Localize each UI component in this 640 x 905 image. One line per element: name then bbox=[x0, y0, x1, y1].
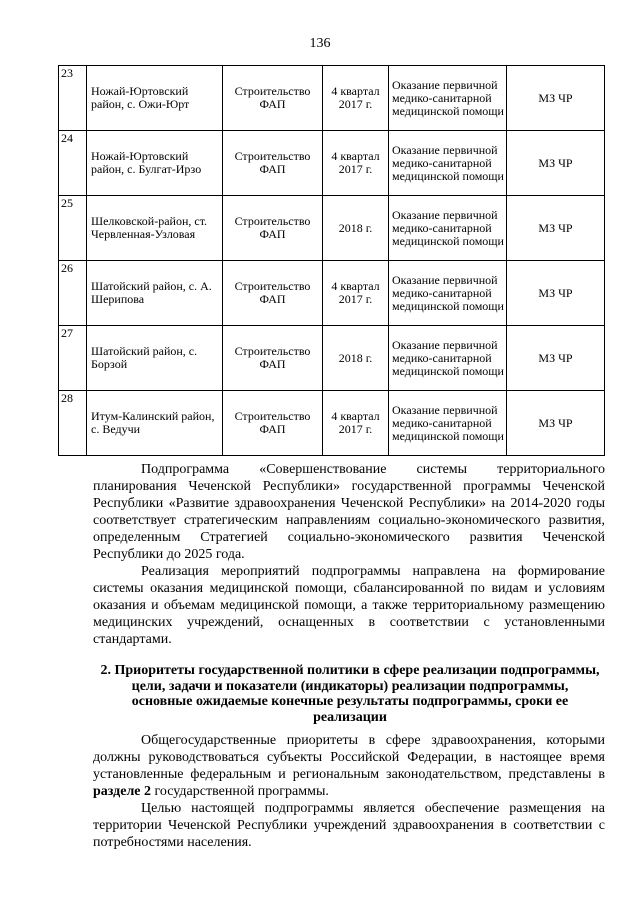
work-type-cell: Строительство ФАП bbox=[223, 131, 323, 196]
section-text bbox=[93, 732, 605, 851]
intro-text bbox=[93, 461, 605, 648]
table-row bbox=[59, 326, 605, 391]
goal-cell: Оказание первичной медико-санитарной медицинской помощи bbox=[389, 326, 507, 391]
paragraph-priorities: Общегосударственные приоритеты в сфере здравоохранения, которыми должны руководствоваться субъекты Российской Федерации, в настоящее время установленные федеральным и региональным законодательством, представлены в разделе 2 государственной программы. bbox=[93, 733, 605, 799]
facilities-table bbox=[58, 65, 605, 456]
term-cell: 4 квартал 2017 г. bbox=[323, 66, 389, 131]
term-cell: 4 квартал 2017 г. bbox=[323, 261, 389, 326]
responsible-cell: МЗ ЧР bbox=[507, 391, 605, 456]
paragraph-implementation: Реализация мероприятий подпрограммы направлена на формирование системы оказания медицинской помощи, сбалансированной по видам и условиям оказания и объемам медицинской помощи, а также территориальному размещению медицинских учреждений, оснащенных в соответствии с установленными стандартами. bbox=[93, 564, 605, 647]
work-type-cell: Строительство ФАП bbox=[223, 261, 323, 326]
goal-cell: Оказание первичной медико-санитарной медицинской помощи bbox=[389, 66, 507, 131]
term-cell: 2018 г. bbox=[323, 326, 389, 391]
paragraph-compliance: Подпрограмма «Совершенствование системы территориального планирования Чеченской Республики» государственной программы Чеченской Республики «Развитие здравоохранения Чеченской Республики» на 2014-2020 годы соответствует стратегическим направлениям социально-экономического развития, определенным Стратегией социально-экономического развития Чеченской Республики до 2025 года. bbox=[93, 462, 605, 562]
table-row bbox=[59, 196, 605, 261]
row-number: 27 bbox=[59, 326, 87, 391]
work-type-cell: Строительство ФАП bbox=[223, 391, 323, 456]
goal-cell: Оказание первичной медико-санитарной медицинской помощи bbox=[389, 391, 507, 456]
table-row bbox=[59, 131, 605, 196]
goal-cell: Оказание первичной медико-санитарной медицинской помощи bbox=[389, 196, 507, 261]
work-type-cell: Строительство ФАП bbox=[223, 326, 323, 391]
row-number: 24 bbox=[59, 131, 87, 196]
table-row bbox=[59, 261, 605, 326]
work-type-cell: Строительство ФАП bbox=[223, 66, 323, 131]
location-cell: Шелковской-район, ст. Червленная-Узловая bbox=[87, 196, 223, 261]
location-cell: Итум-Калинский район, с. Ведучи bbox=[87, 391, 223, 456]
responsible-cell: МЗ ЧР bbox=[507, 261, 605, 326]
location-cell: Ножай-Юртовский район, с. Ожи-Юрт bbox=[87, 66, 223, 131]
responsible-cell: МЗ ЧР bbox=[507, 131, 605, 196]
section-heading: 2. Приоритеты государственной политики в сфере реализации подпрограммы, цели, задачи и показатели (индикаторы) реализации подпрограммы, основные ожидаемые конечные результаты подпрограммы, сроки ее реализации bbox=[100, 663, 600, 725]
work-type-cell: Строительство ФАП bbox=[223, 196, 323, 261]
section-reference: разделе 2 bbox=[93, 784, 152, 799]
term-cell: 4 квартал 2017 г. bbox=[323, 131, 389, 196]
paragraph-goal: Целью настоящей подпрограммы является обеспечение размещения на территории Чеченской Республики учреждений здравоохранения в соответствии с потребностями населения. bbox=[93, 801, 605, 850]
row-number: 28 bbox=[59, 391, 87, 456]
responsible-cell: МЗ ЧР bbox=[507, 196, 605, 261]
row-number: 25 bbox=[59, 196, 87, 261]
responsible-cell: МЗ ЧР bbox=[507, 66, 605, 131]
table-row bbox=[59, 66, 605, 131]
table-row bbox=[59, 391, 605, 456]
location-cell: Ножай-Юртовский район, с. Булгат-Ирзо bbox=[87, 131, 223, 196]
row-number: 23 bbox=[59, 66, 87, 131]
term-cell: 4 квартал 2017 г. bbox=[323, 391, 389, 456]
goal-cell: Оказание первичной медико-санитарной медицинской помощи bbox=[389, 261, 507, 326]
goal-cell: Оказание первичной медико-санитарной медицинской помощи bbox=[389, 131, 507, 196]
row-number: 26 bbox=[59, 261, 87, 326]
page-number: 136 bbox=[309, 36, 331, 51]
location-cell: Шатойский район, с. Борзой bbox=[87, 326, 223, 391]
location-cell: Шатойский район, с. А. Шерипова bbox=[87, 261, 223, 326]
term-cell: 2018 г. bbox=[323, 196, 389, 261]
responsible-cell: МЗ ЧР bbox=[507, 326, 605, 391]
